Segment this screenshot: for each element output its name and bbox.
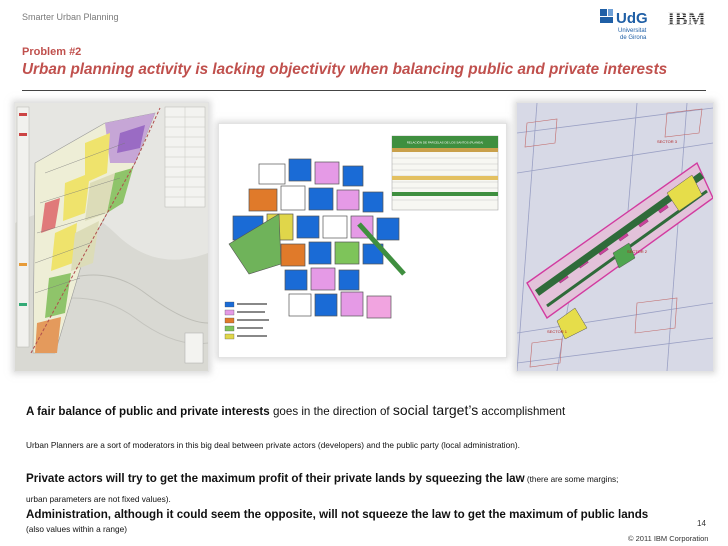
- paragraph-administration-note: (also values within a range): [26, 524, 127, 534]
- svg-text:SECTOR 1: SECTOR 1: [547, 329, 567, 334]
- svg-text:RELACIÓN DE PARCELAS DE LOS SA: RELACIÓN DE PARCELAS DE LOS SANTOS (PLANEA): [406, 140, 484, 145]
- svg-text:Universitat: Universitat: [618, 28, 647, 34]
- urban-zoning-plan-map-right: [516, 102, 714, 372]
- svg-text:IBM: IBM: [667, 9, 706, 27]
- fair-balance-bold: A fair balance of public and private interests: [26, 405, 270, 418]
- svg-text:SECTOR 2: SECTOR 2: [627, 249, 647, 254]
- urban-zoning-plan-map-center: [218, 123, 507, 358]
- private-actors-note: (there are some margins;: [524, 475, 619, 484]
- header-label: Smarter Urban Planning: [22, 12, 119, 22]
- svg-text:UdG: UdG: [616, 10, 648, 27]
- slide-title: Urban planning activity is lacking objectivity when balancing public and private interests: [22, 61, 668, 78]
- paragraph-moderators: Urban Planners are a sort of moderators in this big deal between private actors (developers) and the public party (local administration).: [26, 440, 520, 450]
- ibm-logo: [664, 9, 709, 27]
- title-divider: [22, 90, 706, 91]
- paragraph-private-actors-cont: urban parameters are not fixed values).: [26, 494, 171, 504]
- paragraph-private-actors: [26, 472, 618, 485]
- udg-logo: [600, 6, 662, 42]
- urban-zoning-plan-map-left: [14, 102, 209, 372]
- fair-balance-tail: accomplishment: [478, 405, 566, 418]
- paragraph-administration: Administration, although it could seem the opposite, will not squeeze the law to get the maximum of public lands: [26, 508, 649, 521]
- svg-text:de Girona: de Girona: [620, 35, 647, 41]
- paragraph-fair-balance: [26, 402, 565, 418]
- map-image: [219, 124, 506, 357]
- copyright: © 2011 IBM Corporation: [628, 534, 709, 543]
- page-number: 14: [697, 519, 706, 528]
- problem-label: Problem #2: [22, 46, 82, 58]
- private-actors-bold: Private actors will try to get the maximum profit of their private lands by squeezing the law: [26, 472, 525, 485]
- fair-balance-mid: goes in the direction of: [269, 405, 393, 418]
- map-image: [15, 103, 208, 371]
- map-image: [517, 103, 713, 371]
- svg-text:SECTOR 3: SECTOR 3: [657, 139, 677, 144]
- social-target-text: social target’s: [392, 402, 479, 418]
